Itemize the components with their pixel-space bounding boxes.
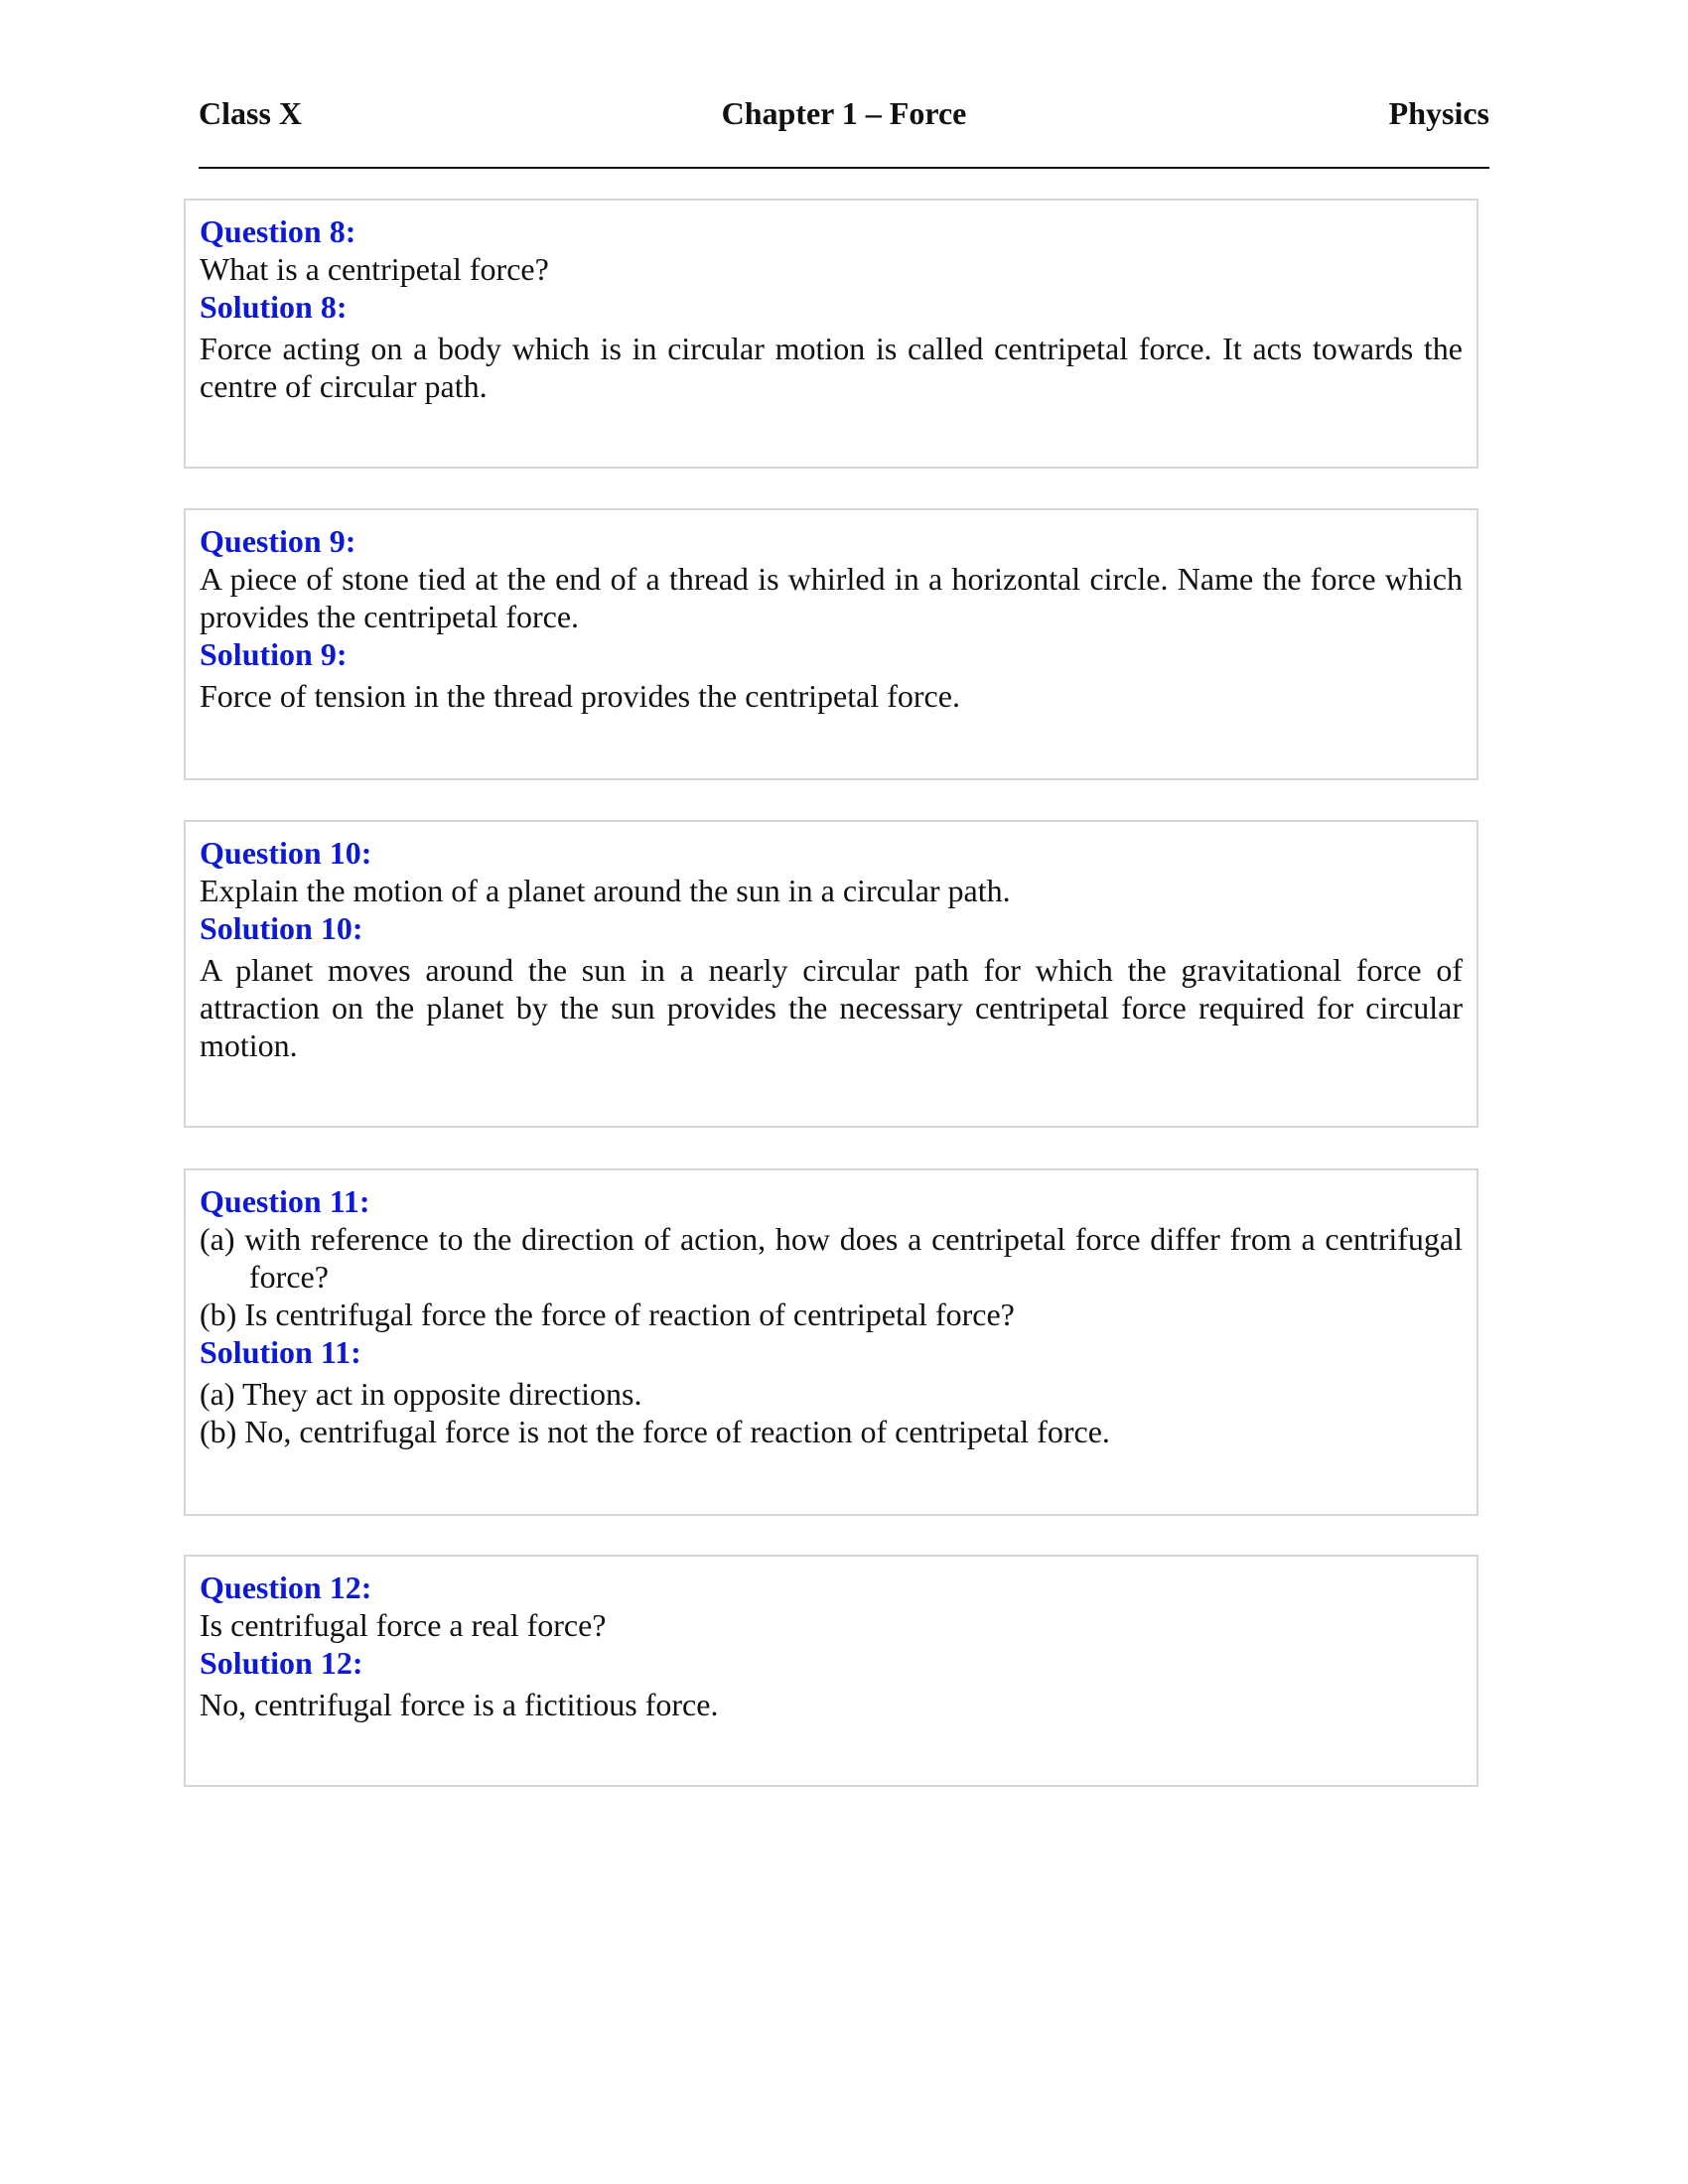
chapter-title: Chapter 1 – Force xyxy=(721,95,967,131)
question-text-b: (b) Is centrifugal force the force of reaction of centripetal force? xyxy=(200,1297,1015,1332)
solution-label: Solution 10: xyxy=(200,910,363,946)
solution-label: Solution 12: xyxy=(200,1645,363,1681)
solution-text: Force acting on a body which is in circular motion is called centripetal force. It acts towards the centre of circular path. xyxy=(200,331,1463,404)
solution-text-b: (b) No, centrifugal force is not the force of reaction of centripetal force. xyxy=(200,1414,1110,1449)
question-label: Question 12: xyxy=(200,1570,372,1605)
qa-box-11 xyxy=(184,1168,1478,1516)
solution-text: Force of tension in the thread provides the centripetal force. xyxy=(200,678,960,714)
question-text: Is centrifugal force a real force? xyxy=(200,1607,607,1643)
question-text-a: (a) with reference to the direction of action, how does a centripetal force differ from a centrifugal force? xyxy=(200,1221,1463,1295)
header-divider xyxy=(199,167,1489,169)
solution-text: A planet moves around the sun in a nearly circular path for which the gravitational force of attraction on the planet by the sun provides the necessary centripetal force required for circular motion. xyxy=(200,952,1463,1063)
qa-box-12 xyxy=(184,1555,1478,1787)
question-text: A piece of stone tied at the end of a thread is whirled in a horizontal circle. Name the force which provides the centripetal force. xyxy=(200,561,1463,634)
question-label: Question 11: xyxy=(200,1183,370,1219)
question-label: Question 8: xyxy=(200,213,356,249)
qa-box-10 xyxy=(184,820,1478,1128)
solution-label: Solution 9: xyxy=(200,636,348,672)
question-text: Explain the motion of a planet around the sun in a circular path. xyxy=(200,873,1011,908)
solution-label: Solution 11: xyxy=(200,1334,361,1370)
page-header xyxy=(199,95,1489,145)
solution-text-a: (a) They act in opposite directions. xyxy=(200,1376,642,1412)
question-text: What is a centripetal force? xyxy=(200,251,549,287)
qa-box-9 xyxy=(184,508,1478,780)
solution-label: Solution 8: xyxy=(200,289,348,325)
subject-label: Physics xyxy=(1388,95,1489,131)
class-label: Class X xyxy=(199,95,303,131)
qa-box-8 xyxy=(184,199,1478,469)
question-label: Question 9: xyxy=(200,523,356,559)
question-label: Question 10: xyxy=(200,835,372,871)
solution-text: No, centrifugal force is a fictitious force. xyxy=(200,1687,719,1722)
